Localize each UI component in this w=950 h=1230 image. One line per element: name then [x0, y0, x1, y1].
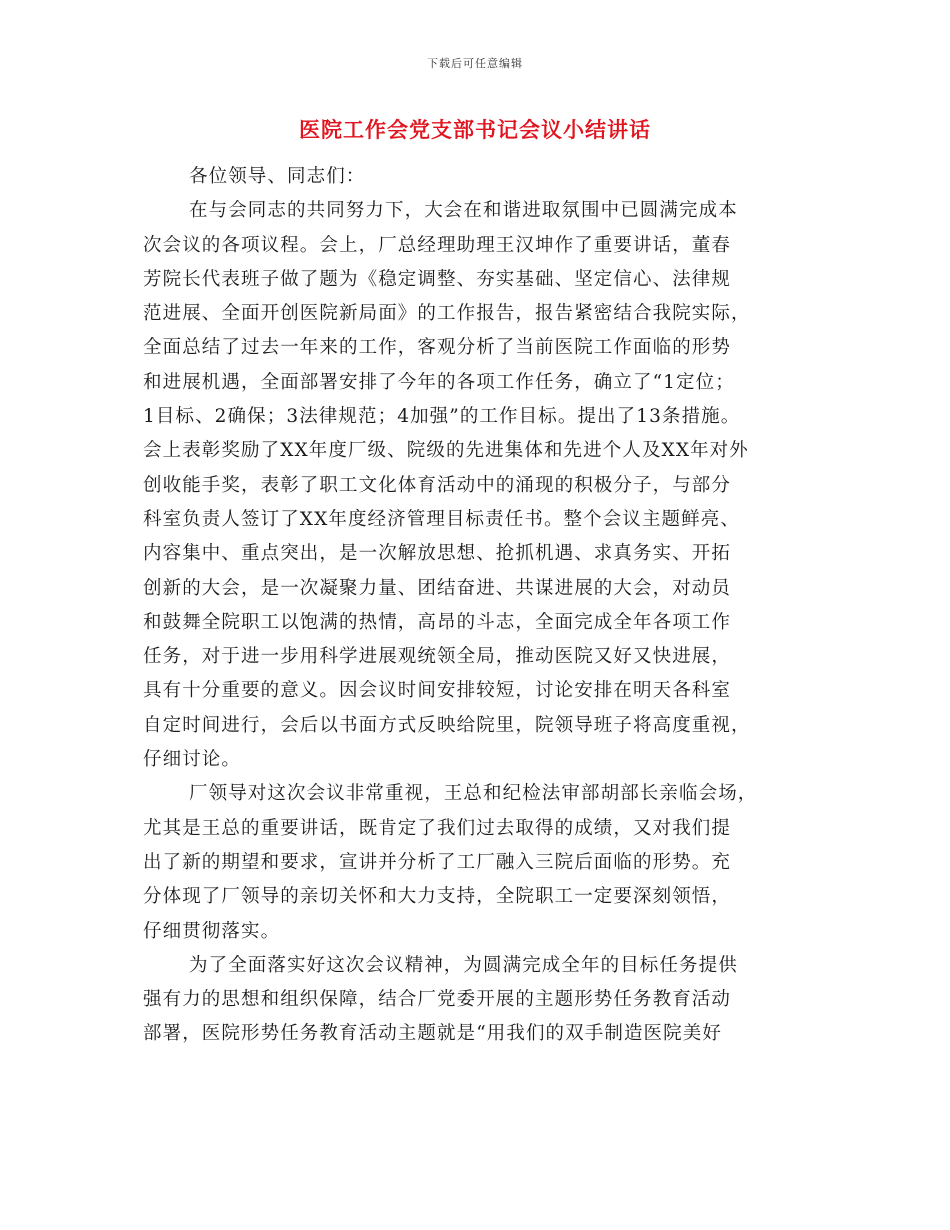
- body-line: 为了全面落实好这次会议精神，为圆满完成全年的目标任务提供: [189, 954, 738, 976]
- document-title: 医院工作会党支部书记会议小结讲话: [299, 117, 651, 142]
- body-line: 在与会同志的共同努力下，大会在和谐进取氛围中已圆满完成本: [189, 200, 738, 222]
- document-body: [143, 160, 808, 1052]
- body-line: 具有十分重要的意义。因会议时间安排较短，讨论安排在明天各科室: [143, 680, 732, 702]
- body-line: 和鼓舞全院职工以饱满的热情，高昂的斗志，全面完成全年各项工作: [143, 611, 732, 633]
- body-line: 创收能手奖，表彰了职工文化体育活动中的涌现的积极分子，与部分: [143, 474, 732, 496]
- body-line: 任务，对于进一步用科学进展观统领全局，推动医院又好又快进展，: [143, 646, 732, 668]
- body-line: 厂领导对这次会议非常重视，王总和纪检法审部胡部长亲临会场，: [189, 783, 758, 805]
- body-line: 科室负责人签订了XX年度经济管理目标责任书。整个会议主题鲜亮、: [143, 508, 740, 530]
- body-line: 尤其是王总的重要讲话，既肯定了我们过去取得的成绩，又对我们提: [143, 817, 732, 839]
- body-line: 1目标、2确保；3法律规范；4加强”的工作目标。提出了13条措施。: [143, 406, 741, 428]
- body-line: 仔细贯彻落实。: [143, 920, 281, 942]
- body-line: 次会议的各项议程。会上，厂总经理助理王汉坤作了重要讲话，董春: [143, 234, 732, 256]
- body-line: 各位领导、同志们：: [189, 166, 366, 187]
- body-line: 分体现了厂领导的亲切关怀和大力支持，全院职工一定要深刻领悟，: [143, 886, 732, 908]
- body-line: 内容集中、重点突出，是一次解放思想、抢抓机遇、求真务实、开拓: [143, 543, 732, 565]
- body-line: 芳院长代表班子做了题为《稳定调整、夯实基础、坚定信心、法律规: [143, 268, 732, 290]
- body-line: 会上表彰奖励了XX年度厂级、院级的先进集体和先进个人及XX年对外: [143, 440, 749, 462]
- body-line: 部署，医院形势任务教育活动主题就是“用我们的双手制造医院美好: [143, 1023, 722, 1045]
- header-note: 下载后可任意编辑: [427, 57, 523, 70]
- body-line: 创新的大会，是一次凝聚力量、团结奋进、共谋进展的大会，对动员: [143, 577, 732, 599]
- body-line: 自定时间进行，会后以书面方式反映给院里，院领导班子将高度重视，: [143, 714, 751, 736]
- body-line: 和进展机遇，全面部署安排了今年的各项工作任务，确立了“1定位；: [143, 371, 735, 393]
- body-line: 强有力的思想和组织保障，结合厂党委开展的主题形势任务教育活动: [143, 989, 732, 1011]
- body-line: 仔细讨论。: [143, 749, 242, 771]
- body-line: 范进展、全面开创医院新局面》的工作报告，报告紧密结合我院实际，: [143, 303, 751, 325]
- body-line: 出了新的期望和要求，宣讲并分析了工厂融入三院后面临的形势。充: [143, 851, 732, 873]
- body-line: 全面总结了过去一年来的工作，客观分析了当前医院工作面临的形势: [143, 337, 732, 359]
